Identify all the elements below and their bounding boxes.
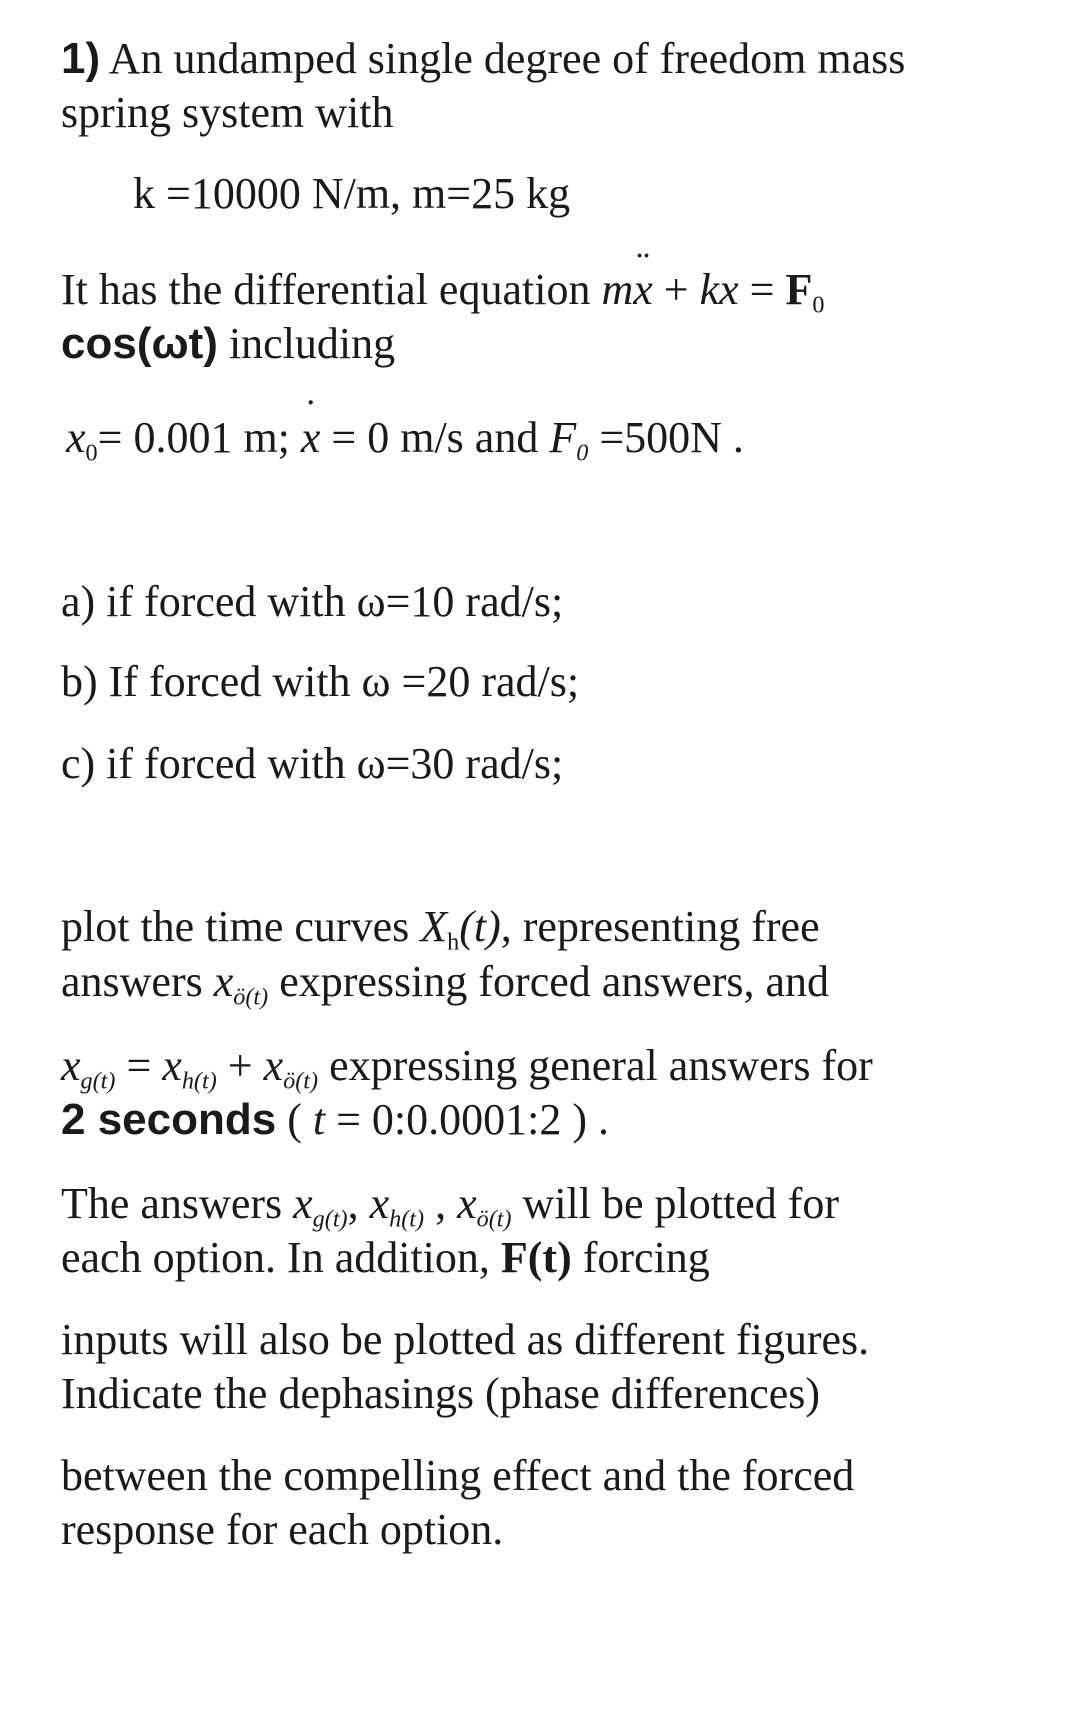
ic-F: F <box>549 413 577 462</box>
parameters <box>133 166 570 222</box>
plot-text-3b: expressing general answers for <box>318 1041 873 1090</box>
answers-xo-sub: ö(t) <box>476 1205 512 1233</box>
plot-text-1b: , representing free <box>500 902 820 951</box>
equation-F-sub: 0 <box>812 291 825 319</box>
plot-range: = 0:0.0001:2 ) . <box>325 1095 610 1144</box>
plot-line-3 <box>61 1038 873 1094</box>
equation-xddot: ¨ x <box>633 262 653 318</box>
answers-Ft: F(t) <box>500 1233 572 1282</box>
plot-xo-sub: ö(t) <box>233 983 269 1011</box>
equation-F: F <box>785 265 813 314</box>
ic-F-value: =500N . <box>588 413 744 462</box>
plot-xo2: x <box>263 1041 284 1090</box>
plot-xg: x <box>61 1041 81 1090</box>
plot-xg-sub: g(t) <box>80 1067 116 1095</box>
answers-line-1 <box>61 1176 839 1232</box>
plot-xo2-sub: ö(t) <box>283 1067 319 1095</box>
ic-x0-sub: 0 <box>85 439 98 467</box>
answers-text-1a: The answers <box>61 1179 294 1228</box>
problem-number: 1) <box>61 34 101 83</box>
ic-x0-value: = 0.001 m; <box>97 413 301 462</box>
answers-xh-sub: h(t) <box>389 1205 425 1233</box>
answers-xh: x <box>369 1179 390 1228</box>
plot-line-1 <box>61 899 820 955</box>
plot-Xh-sub: h <box>447 928 460 956</box>
answers-xg-sub: g(t) <box>312 1205 348 1233</box>
answers-line-5: between the compelling effect and the forced <box>61 1451 855 1500</box>
equation-m: m <box>601 265 634 314</box>
differential-equation <box>61 262 824 318</box>
equation-kx: kx <box>699 265 739 314</box>
problem-line-1 <box>61 31 905 87</box>
option-a: a) if forced with ω=10 rad/s; <box>61 577 564 626</box>
plot-plus: + <box>216 1041 264 1090</box>
including-text: including <box>217 319 396 368</box>
option-c: c) if forced with ω=30 rad/s; <box>61 739 564 788</box>
answers-sep-1: , <box>347 1179 370 1228</box>
plot-t: (t) <box>459 902 501 951</box>
answers-xg: x <box>293 1179 313 1228</box>
plot-text-1a: plot the time curves <box>61 902 421 951</box>
cos-term: cos(ωt) <box>61 319 218 368</box>
answers-line-3: inputs will also be plotted as different figures. <box>61 1315 870 1364</box>
plot-eq: = <box>115 1041 163 1090</box>
parameters-text: k =10000 N/m, m=25 kg <box>133 169 571 218</box>
equation-line-2 <box>61 316 395 372</box>
equation-prefix: It has the differential equation <box>61 265 602 314</box>
ic-x0: x <box>66 413 86 462</box>
answers-sep-2: , <box>424 1179 458 1228</box>
plot-Xh: X <box>420 902 448 951</box>
equation-plus: + <box>652 265 700 314</box>
answers-text-1b: will be plotted for <box>511 1179 840 1228</box>
plot-xh: x <box>162 1041 182 1090</box>
ic-F-sub: 0 <box>576 439 589 467</box>
problem-intro-1: An undamped single degree of freedom mass <box>108 34 906 83</box>
answers-line-4: Indicate the dephasings (phase differences) <box>61 1369 821 1418</box>
plot-xh-sub: h(t) <box>181 1067 217 1095</box>
answers-text-2a: each option. In addition, <box>61 1233 501 1282</box>
answers-line-6: response for each option. <box>61 1505 504 1554</box>
problem-intro-2: spring system with <box>61 88 394 137</box>
plot-text-4b: ( <box>276 1095 313 1144</box>
plot-xo: x <box>213 957 234 1006</box>
ic-xdot: ˙ x <box>301 410 321 466</box>
option-b: b) If forced with ω =20 rad/s; <box>61 657 580 706</box>
plot-line-2 <box>61 954 829 1010</box>
initial-conditions <box>66 410 744 466</box>
ic-xdot-value: = 0 m/s and <box>320 413 550 462</box>
answers-text-2b: forcing <box>571 1233 710 1282</box>
plot-text-2a: answers <box>61 957 214 1006</box>
equation-equals: = <box>738 265 786 314</box>
plot-text-2b: expressing forced answers, and <box>268 957 830 1006</box>
answers-line-2 <box>61 1230 710 1286</box>
plot-duration: 2 seconds <box>61 1095 277 1144</box>
plot-line-4 <box>61 1092 609 1148</box>
plot-t-var: t <box>312 1095 326 1144</box>
answers-xo: x <box>457 1179 477 1228</box>
